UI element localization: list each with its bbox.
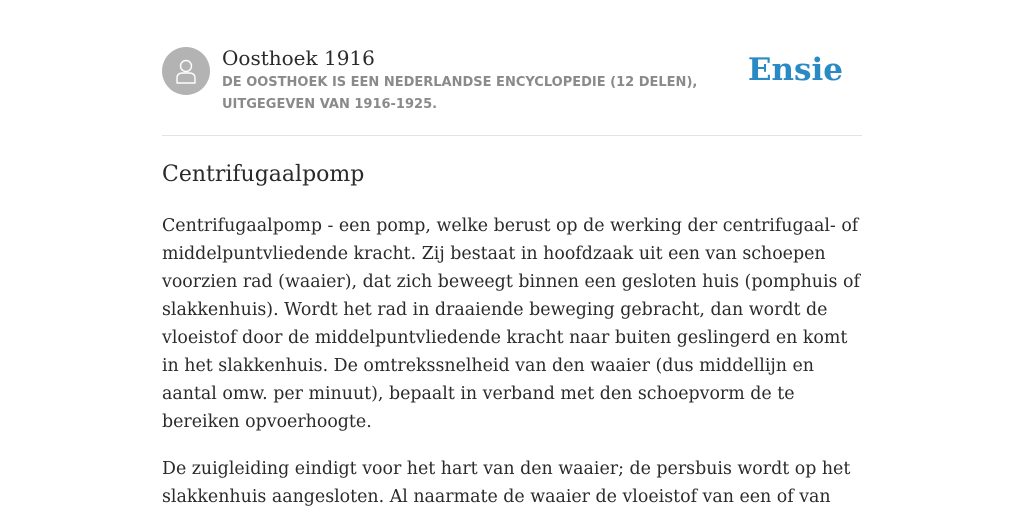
ensie-logo[interactable]: Ensie bbox=[747, 52, 843, 88]
article-page bbox=[162, 0, 862, 511]
article-paragraph: Centrifugaalpomp - een pomp, welke berust op de werking der centrifugaal- of middelpuntvliedende kracht. Zij bestaat in hoofdzaak uit een van schoepen voorzien rad (waaier), dat zich beweegt binnen een gesloten huis (pomphuis of slakkenhuis). Wordt het rad in draaiende beweging gebracht, dan wordt de vloeistof door de middelpuntvliedende kracht naar buiten geslingerd en komt in het slakkenhuis. De omtrekssnelheid van den waaier (dus middellijn en aantal omw. per minuut), bepaalt in verband met den schoepvorm de te bereiken opvoerhoogte. bbox=[162, 216, 860, 432]
user-avatar-icon bbox=[171, 56, 201, 86]
source-header bbox=[162, 46, 862, 136]
source-avatar[interactable] bbox=[162, 47, 210, 95]
source-name[interactable]: Oosthoek 1916 bbox=[222, 46, 375, 70]
source-description: DE OOSTHOEK IS EEN NEDERLANDSE ENCYCLOPEDIE (12 DELEN), UITGEGEVEN VAN 1916-1925. bbox=[222, 75, 698, 112]
article-paragraph: De zuigleiding eindigt voor het hart van den waaier; de persbuis wordt op het slakkenhuis aangesloten. Al naarmate de waaier de vloeistof van een of van bbox=[162, 459, 851, 507]
article-title: Centrifugaalpomp bbox=[162, 162, 365, 187]
